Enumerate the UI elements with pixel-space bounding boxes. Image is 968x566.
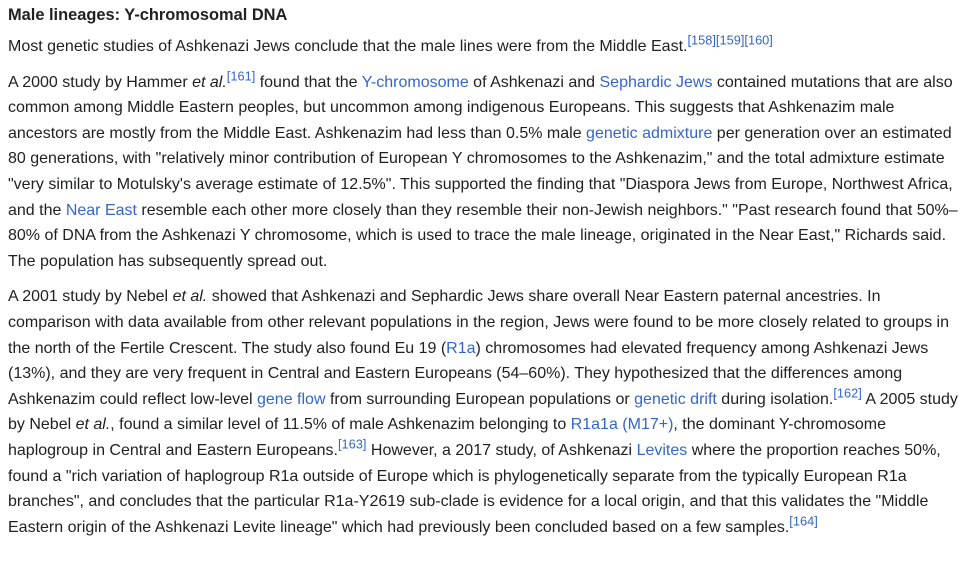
paragraph-text: A 2005 study by Nebel bbox=[8, 390, 958, 434]
paragraph-text: where the proportion reaches 50%, found a "rich variation of haplogroup R1a outside of Europe which is phylogenetically separate from the typically European R1a branches", and concludes that the particular R1a-Y2619 sub-clade is evidence for a local origin, and that this validates the "Middle Eastern origin of the Ashkenazi Levite lineage" which had previously been concluded based on a few samples. bbox=[8, 441, 941, 536]
reference-link[interactable]: [164] bbox=[789, 513, 818, 529]
reference-159[interactable] bbox=[716, 33, 744, 48]
paragraph-text: A 2001 study by Nebel bbox=[8, 288, 173, 306]
paragraph-text: resemble each other more closely than they resemble their non-Jewish neighbors." "Past research found that 50%–80% of DNA from the Ashkenazi Y chromosome, which is used to trace the male lineage, originated in the Near East," Richards said. The population has subsequently spread out. bbox=[8, 201, 958, 270]
paragraph-text: A 2000 study by Hammer bbox=[8, 73, 193, 91]
link-gene-flow[interactable]: gene flow bbox=[257, 390, 326, 408]
paragraph-1 bbox=[8, 34, 960, 60]
reference-164[interactable] bbox=[789, 513, 817, 528]
paragraph-text: Most genetic studies of Ashkenazi Jews conclude that the male lines were from the Middle East. bbox=[8, 38, 688, 55]
paragraph-text: contained mutations that are also common among Middle Eastern peoples, but uncommon among indigenous Europeans. This suggests that Ashkenazim male ancestors are mostly from the Middle East. Ashkenazim had less than 0.5% male bbox=[8, 73, 953, 142]
paragraph-text: , the dominant Y-chromosome haplogroup in Central and Eastern Europeans. bbox=[8, 416, 886, 459]
paragraph-2 bbox=[8, 70, 960, 275]
paragraph-text: showed that Ashkenazi and Sephardic Jews share overall Near Eastern paternal ancestries. In comparison with data available from other relevant populations in the region, Jews were found to be more closely related to groups in the north of the Fertile Crescent. The study also found Eu 19 ( bbox=[8, 288, 949, 357]
link-r1a1a[interactable]: R1a1a (M17+) bbox=[570, 416, 674, 434]
reference-link[interactable]: [160] bbox=[744, 32, 773, 48]
paragraph-3 bbox=[8, 284, 960, 540]
reference-163[interactable] bbox=[338, 437, 366, 452]
paragraph-text: , found a similar level of 11.5% of male Ashkenazim belonging to bbox=[110, 416, 571, 434]
paragraph-text: per generation over an estimated 80 generations, with "relatively minor contribution of European Y chromosomes to the Ashkenazim," and the total admixture estimate "very similar to Motulsky's average estimate of 12.5%". This supported the finding that "Diaspora Jews from Europe, Northwest Africa, and the bbox=[8, 124, 953, 219]
reference-link[interactable]: [159] bbox=[715, 32, 745, 48]
link-y-chromosome[interactable]: Y-chromosome bbox=[361, 73, 469, 91]
paragraph-text: of Ashkenazi and bbox=[468, 73, 600, 91]
et-al: et al. bbox=[192, 73, 227, 91]
paragraph-text: However, a 2017 study, of Ashkenazi bbox=[366, 441, 637, 459]
paragraph-text: ) chromosomes had elevated frequency among Ashkenazi Jews (13%), and they are very frequent in Central and Eastern Europeans (54–60%). They hypothesized that the differences among Ashkenazim could reflect low-level bbox=[8, 339, 929, 408]
reference-160[interactable] bbox=[744, 33, 772, 48]
reference-link[interactable]: [162] bbox=[833, 385, 862, 401]
link-r1a[interactable]: R1a bbox=[446, 339, 476, 357]
link-sephardic-jews[interactable]: Sephardic Jews bbox=[599, 73, 713, 91]
paragraph-text: found that the bbox=[255, 73, 362, 91]
link-genetic-drift[interactable]: genetic drift bbox=[634, 390, 717, 408]
reference-161[interactable] bbox=[227, 68, 255, 83]
reference-link[interactable]: [158] bbox=[687, 32, 716, 48]
link-genetic-admixture[interactable]: genetic admixture bbox=[586, 124, 713, 142]
reference-link[interactable]: [163] bbox=[338, 436, 367, 452]
link-near-east[interactable]: Near East bbox=[65, 201, 137, 219]
reference-162[interactable] bbox=[833, 385, 861, 400]
et-al: et al. bbox=[75, 416, 111, 434]
paragraph-text: from surrounding European populations or bbox=[325, 390, 635, 408]
section-heading: Male lineages: Y-chromosomal DNA bbox=[8, 6, 288, 24]
paragraph-text: during isolation. bbox=[716, 390, 834, 408]
et-al: et al. bbox=[172, 288, 208, 306]
reference-link[interactable]: [161] bbox=[226, 68, 256, 84]
link-levites[interactable]: Levites bbox=[636, 441, 688, 459]
reference-158[interactable] bbox=[687, 33, 715, 48]
